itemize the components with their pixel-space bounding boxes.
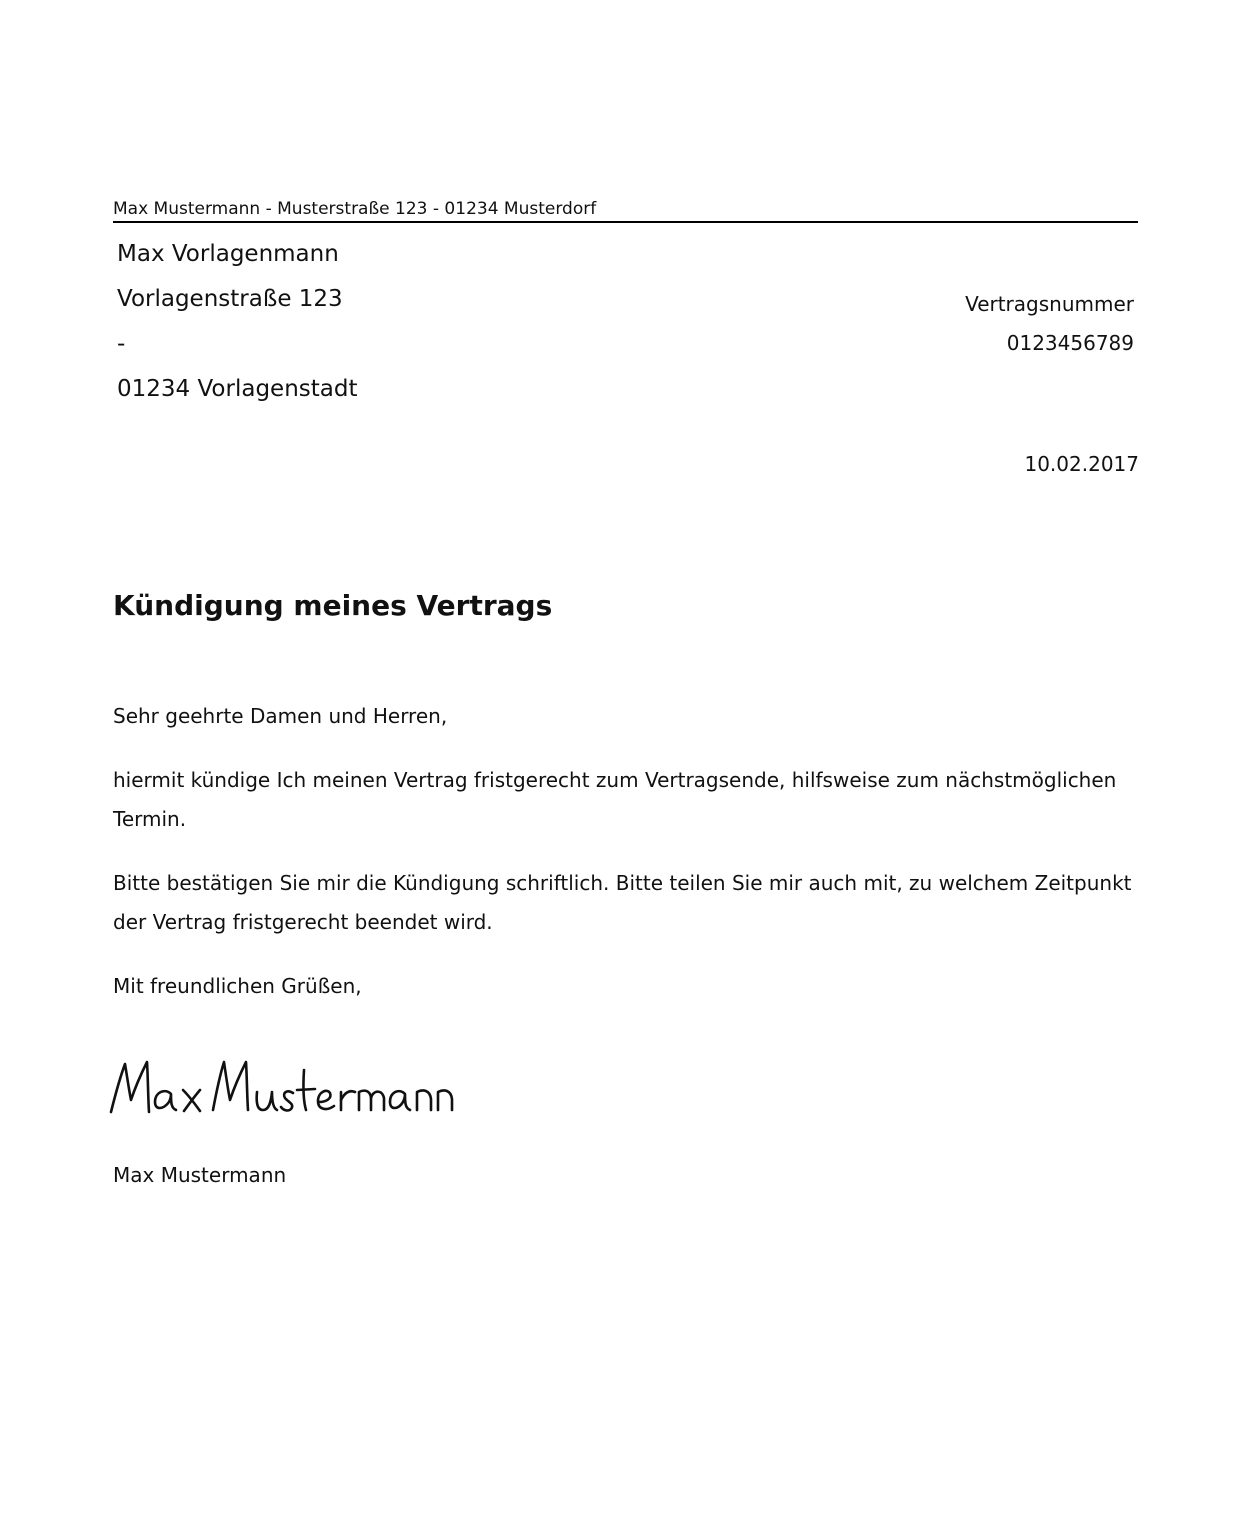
contract-info-block	[965, 288, 1134, 366]
letter-date: 10.02.2017	[1024, 452, 1139, 476]
letter-closing: Mit freundlichen Grüßen,	[113, 974, 362, 998]
recipient-extra-line: -	[117, 331, 126, 357]
recipient-name: Max Vorlagenmann	[117, 241, 339, 267]
recipient-address-block	[117, 236, 357, 416]
sender-return-address: Max Mustermann - Musterstraße 123 - 01234 Musterdorf	[113, 198, 1138, 223]
recipient-city: 01234 Vorlagenstadt	[117, 376, 358, 402]
signature-drawing	[105, 1048, 465, 1118]
letter-paragraph-2: Bitte bestätigen Sie mir die Kündigung schriftlich. Bitte teilen Sie mir auch mit, zu welchem Zeitpunkt der Vertrag fristgerecht beendet wird.	[113, 871, 1132, 934]
letter-salutation: Sehr geehrte Damen und Herren,	[113, 704, 448, 728]
handwritten-signature	[105, 1048, 465, 1122]
contract-number-value: 0123456789	[1006, 331, 1134, 355]
recipient-street: Vorlagenstraße 123	[117, 286, 343, 312]
letter-paragraph-1: hiermit kündige Ich meinen Vertrag fristgerecht zum Vertragsende, hilfsweise zum nächstmöglichen Termin.	[113, 768, 1117, 831]
letter-subject: Kündigung meines Vertrags	[113, 589, 553, 622]
printed-signer-name: Max Mustermann	[113, 1163, 287, 1187]
contract-number-label: Vertragsnummer	[965, 292, 1134, 316]
